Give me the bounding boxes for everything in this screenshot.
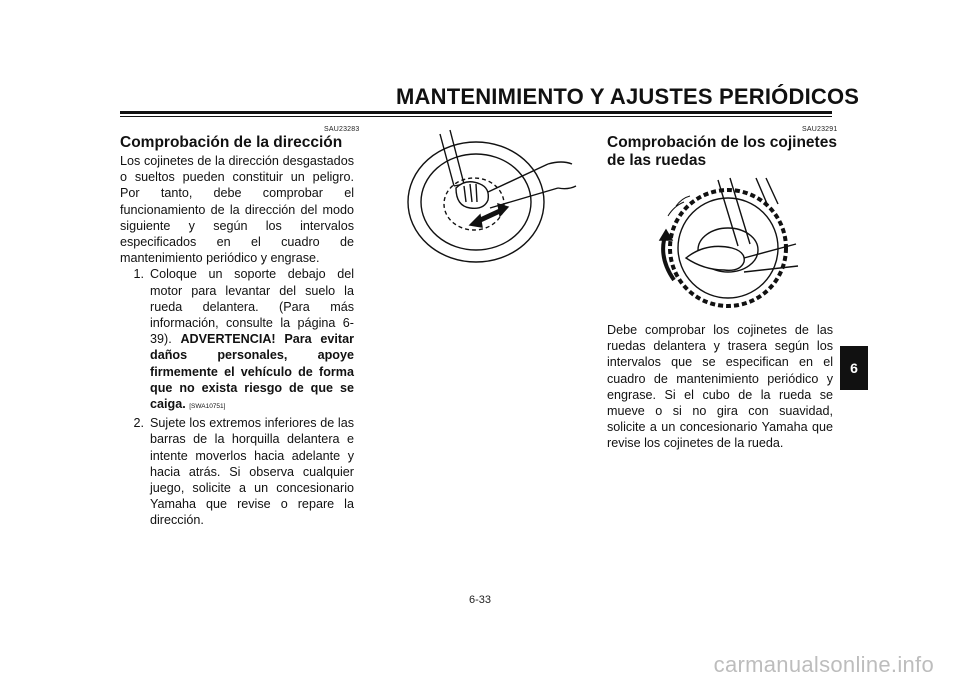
header-rule	[120, 111, 832, 114]
section-code-steering: SAU23283	[324, 126, 360, 133]
heading-line-1: Comprobación de los cojinetes	[607, 134, 837, 151]
step-1-warning-code: [SWA10751]	[189, 403, 226, 411]
section-heading-steering: Comprobación de la dirección	[120, 134, 343, 151]
step-1-text	[150, 266, 354, 415]
wheel-bearing-illustration	[646, 176, 806, 312]
step-2-number: 2.	[133, 416, 144, 431]
page-header-title: MANTENIMIENTO Y AJUSTES PERIÓDICOS	[396, 84, 860, 109]
watermark: carmanualsonline.info	[713, 652, 934, 677]
steering-check-illustration	[398, 126, 580, 266]
step-1-warning: ADVERTENCIA! Para evitar daños personales, apoye firmemente el vehículo de forma que no exista riesgo de que se caiga.	[150, 332, 354, 412]
header-rule-thin	[120, 116, 832, 117]
section-code-wheel-bearings: SAU23291	[802, 126, 838, 133]
step-1	[120, 266, 354, 415]
wheel-bearings-body: Debe comprobar los cojinetes de las ruedas delantera y trasera según los intervalos que se especifican en el cuadro de mantenimiento periódico y engrase. Si el cubo de la rueda se mueve o si no gira con suavidad, solicite a un concesionario Yamaha que revise los cojinetes de la rueda.	[607, 323, 833, 451]
section-heading-wheel-bearings	[607, 134, 837, 170]
heading-line-2: de las ruedas	[607, 152, 707, 169]
chapter-tab: 6	[840, 346, 868, 390]
steering-intro: Los cojinetes de la dirección desgastados o sueltos pueden constituir un peligro. Por tanto, debe comprobar el funcionamiento de la dirección del modo siguiente y según los intervalos especificados en el cuadro de mantenimiento periódico y engrase.	[120, 154, 354, 266]
steering-text-block	[120, 153, 354, 529]
step-1-number: 1.	[133, 267, 144, 282]
page-number: 6-33	[468, 594, 492, 606]
step-1-instruction: Coloque un soporte debajo del motor para levantar del suelo la rueda delantera. (Para más información, consulte la página 6-39).	[150, 267, 354, 347]
step-2	[120, 415, 354, 528]
step-2-text: Sujete los extremos inferiores de las barras de la horquilla delantera e intente moverlos hacia adelante y hacia atrás. Si observa cualquier juego, solicite a un concesionario Yamaha que revise o repare la dirección.	[150, 416, 354, 528]
